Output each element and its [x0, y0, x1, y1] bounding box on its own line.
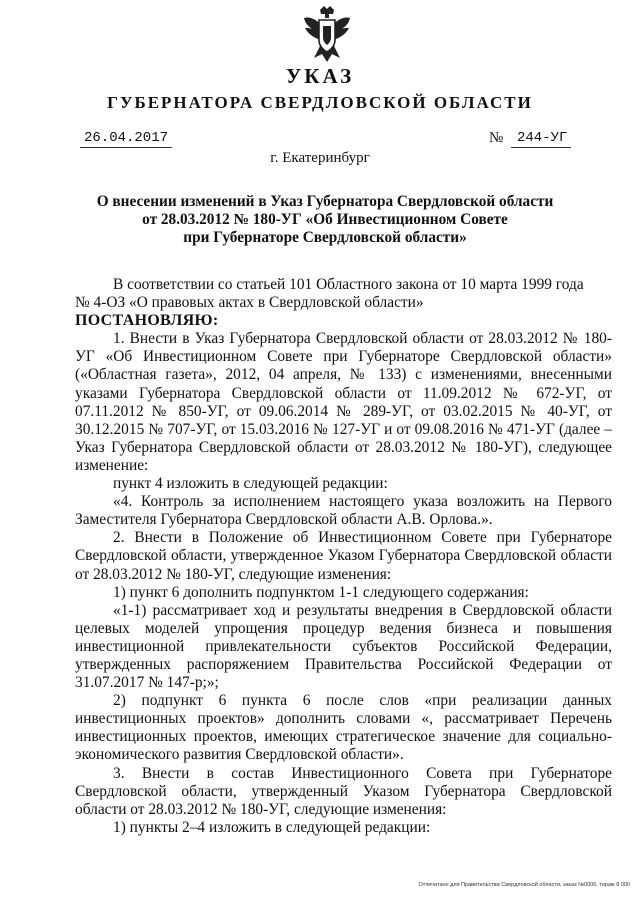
document-date: 26.04.2017	[80, 130, 172, 148]
paragraph-item-3-sub-1: 1) пункты 2–4 изложить в следующей редакции:	[113, 818, 431, 836]
document-subtitle: ГУБЕРНАТОРА СВЕРДЛОВСКОЙ ОБЛАСТИ	[107, 93, 533, 112]
paragraph-item-3: 3. Внести в состав Инвестиционного Совета при Губернаторе Свердловской области, утвержденный Указом Губернатора Свердловской области от 28.03.2012 № 180-УГ, следующие изменения:	[75, 764, 612, 818]
city-line: г. Екатеринбург	[270, 150, 370, 166]
document-title: УКАЗ	[285, 64, 355, 88]
heading-line-3: при Губернаторе Свердловской области»	[183, 229, 467, 246]
coat-of-arms-emblem	[300, 4, 354, 64]
paragraph-item-1-sub: пункт 4 изложить в следующей редакции:	[113, 475, 388, 493]
number-label: №	[489, 130, 504, 146]
document-heading	[60, 193, 590, 247]
paragraph-item-2-sub-2: 2) подпункт 6 пункта 6 после слов «при реализации данных инвестиционных проектов» дополнить словами «, рассматривает Перечень инвестиционных проектов, имеющих стратегическое значение для социально-экономического развития Свердловской области».	[75, 692, 612, 764]
paragraph-item-2-sub-1-text: «1-1) рассматривает ход и результаты внедрения в Свердловской области целевых моделей упрощения процедур ведения бизнеса и повышения инвестиционной привлекательности субъектов Российской Федерации, утвержденных распоряжением Правительства Российской Федерации от 31.07.2017 № 147-р;»;	[75, 601, 612, 692]
paragraph-item-2-sub-1: 1) пункт 6 дополнить подпунктом 1-1 следующего содержания:	[113, 583, 529, 601]
paragraph-basis: В соответствии со статьей 101 Областного закона от 10 марта 1999 года	[113, 276, 584, 293]
paragraph-item-2: 2. Внести в Положение об Инвестиционном Совете при Губернаторе Свердловской области, утвержденное Указом Губернатора Свердловской области от 28.03.2012 № 180-УГ, следующие изменения:	[75, 529, 612, 583]
paragraph-basis-cont: № 4-ОЗ «О правовых актах в Свердловской области»	[75, 294, 424, 312]
document-number: 244-УГ	[511, 130, 571, 148]
paragraph-item-1: 1. Внести в Указ Губернатора Свердловской области от 28.03.2012 № 180-УГ «Об Инвестиционном Совете при Губернаторе Свердловской области» («Областная газета», 2012, 04 апреля, № 133) с изменениями, внесенными указами Губернатора Свердловской области от 11.09.2012 № 672-УГ, от 07.11.2012 № 850-УГ, от 09.06.2014 № 289-УГ, от 03.02.2015 № 40-УГ, от 30.12.2015 № 707-УГ, от 15.03.2016 № 127-УГ и от 09.08.2016 № 471-УГ (далее – Указ Губернатора Свердловской области от 28.03.2012 № 180-УГ), следующее изменение:	[75, 330, 612, 474]
document-body	[75, 276, 612, 837]
heading-line-1: О внесении изменений в Указ Губернатора Свердловской области	[96, 193, 554, 210]
print-footer-note: Отпечатано для Правительства Свердловской области, заказ №0006, тираж 8 000	[418, 882, 630, 888]
decree-keyword: ПОСТАНОВЛЯЮ:	[75, 312, 219, 330]
heading-line-2: от 28.03.2012 № 180-УГ «Об Инвестиционном Совете	[142, 211, 508, 228]
paragraph-item-1-text: «4. Контроль за исполнением настоящего указа возложить на Первого Заместителя Губернатора Свердловской области А.В. Орлова.».	[75, 493, 612, 529]
